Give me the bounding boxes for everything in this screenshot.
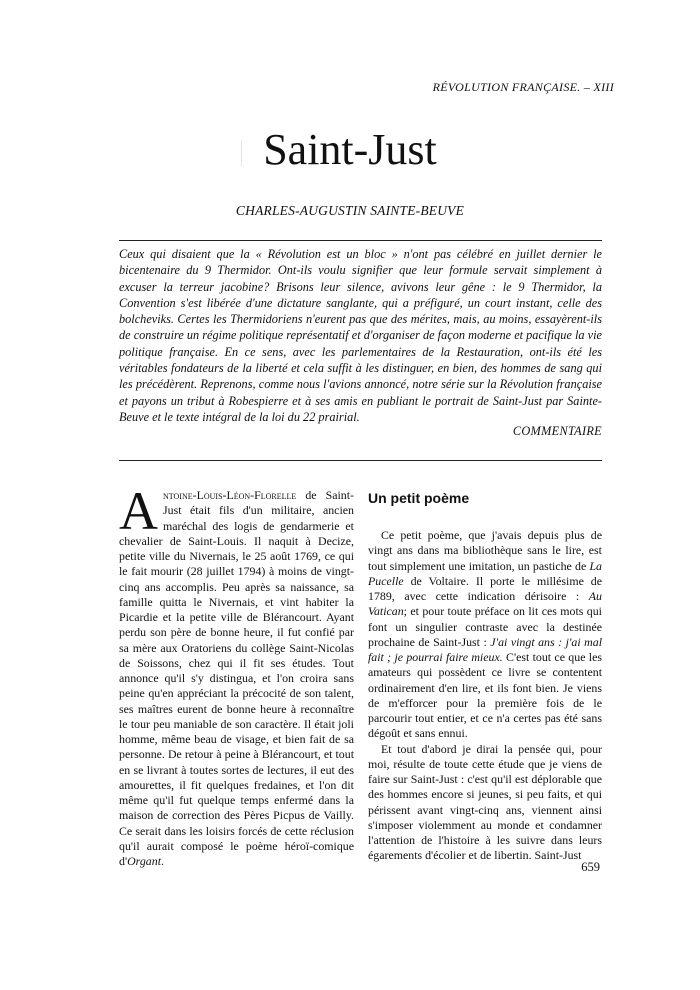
drop-cap: A [119,481,158,541]
intro-bottom-rule [119,460,602,461]
para1-italic-preface-quote: J'ai vingt ans : j'ai mal fait ; je pourrai faire mieux. [368,634,602,664]
right-paragraph-1 [368,528,602,742]
para1-italic-au-vatican: Au Vatican [368,589,602,619]
para1-text-3: ; et pour toute préface on lit ces mots qui font un singulier contraste avec la destinée prochaine de Saint-Just : [368,604,602,649]
editorial-intro: Ceux qui disaient que la « Révolution est un bloc » n'ont pas célébré en juillet dernier le bicentenaire du 9 Thermidor. Ont-ils voulu signifier que leur formule servait simplement à excuser la terreur jacobine? Brisons leur silence, avivons leur gêne : le 9 Thermidor, la Convention s'est libérée d'une dictature sanglante, qui a préfiguré, un court instant, celle des bolcheviks. Certes les Thermidoriens n'eurent pas que des mérites, mais, au moins, essayèrent-ils de construire un régime politique représentatif et d'organiser de façon moderne et pacifique la vie politique française. En ce sens, avec les parlementaires de la Restauration, ont-ils été les véritables fondateurs de la liberté et cela suffit à les distinguer, en bien, des hommes de sang qui les précédèrent. Reprenons, comme nous l'avions annoncé, notre série sur la Révolution française et payons un tribut à Robespierre et à ses amis en publiant le portrait de Saint-Just par Sainte-Beuve et le texte intégral de la loi du 22 prairial. [119,247,602,424]
article-author: CHARLES-AUGUSTIN SAINTE-BEUVE [235,203,465,218]
intro-signature: COMMENTAIRE [512,424,602,438]
left-column-body: de Saint-Just était fils d'un militaire, ancien maréchal des logis de gendarmerie et chevalier de Saint-Louis. Il naquit à Decize, petite ville du Nivernais, le 25 août 1769, ce qui le fait mourir (28 juillet 1794) à moins de vingt-cinq ans accomplis. Peu après sa naissance, sa famille quitta le Nivernais, et vint habiter la Picardie et la petite ville de Blérancourt. Ayant perdu son père de bonne heure, il fut confié par sa mère aux Oratoriens du collège Saint-Nicolas de Soissons, chez qui il fit ses études. Tout annonce qu'il s'y distingua, et l'on croira sans peine qu'en appréciant la précocité de son talent, ses maîtres eurent de bonne heure à reconnaître le tour peu maniable de son caractère. Il était joli homme, même beau de visage, et bien fait de sa personne. De retour à peine à Blérancourt, et tout en se livrant à toutes sortes de lectures, il eut des amourettes, il fit quelques fredaines, et l'on dit même qu'il fut quelque temps enfermé dans la maison de correction des Pères Picpus de Vailly. Ce serait dans les loisirs forcés de cette réclusion qu'il aurait composé le poème héroï-comique d' [119,488,354,868]
para1-text-1: Ce petit poème, que j'avais depuis plus de vingt ans dans ma bibliothèque sans le lire, est tout simplement une imitation, un pastiche de [368,528,602,573]
right-column [368,490,602,864]
poem-title-organt: Organt [127,854,162,868]
left-column-end: . [161,854,164,868]
running-head: RÉVOLUTION FRANÇAISE. – XIII [432,80,614,94]
page-number: 659 [581,860,600,874]
para1-text-2: de Voltaire. Il porte le millésime de 1789, avec cette indication dérisoire : [368,573,602,603]
article-title: Saint-Just [263,125,437,174]
right-paragraph-2: Et tout d'abord je dirai la pensée qui, pour moi, résulte de toute cette étude que je viens de faire sur Saint-Just : c'est qu'il est déplorable que des hommes encore si jeunes, si peu faits, et qui périssent avant vingt-cinq ans, viennent ainsi s'imposer violemment au monde et condamner l'attention de l'histoire à les suivre dans leurs égarements d'écolier et de libertin. Saint-Just [368,741,602,863]
opening-small-caps: ntoine-Louis-Léon-Florelle [163,488,297,502]
para1-text-4: C'est tout ce que les amateurs qui possèdent ce livre se contentent ordinairement d'en lire, et ils font bien. Je viens de m'efforcer pour la première fois de le parcourir tout entier, et ce n'a certes pas été sans dégoût et sans ennui. [368,650,602,741]
section-heading: Un petit poème [368,490,470,506]
para1-italic-la-pucelle: La Pucelle [368,558,602,588]
intro-top-rule [119,240,602,241]
left-column-text [119,481,354,869]
